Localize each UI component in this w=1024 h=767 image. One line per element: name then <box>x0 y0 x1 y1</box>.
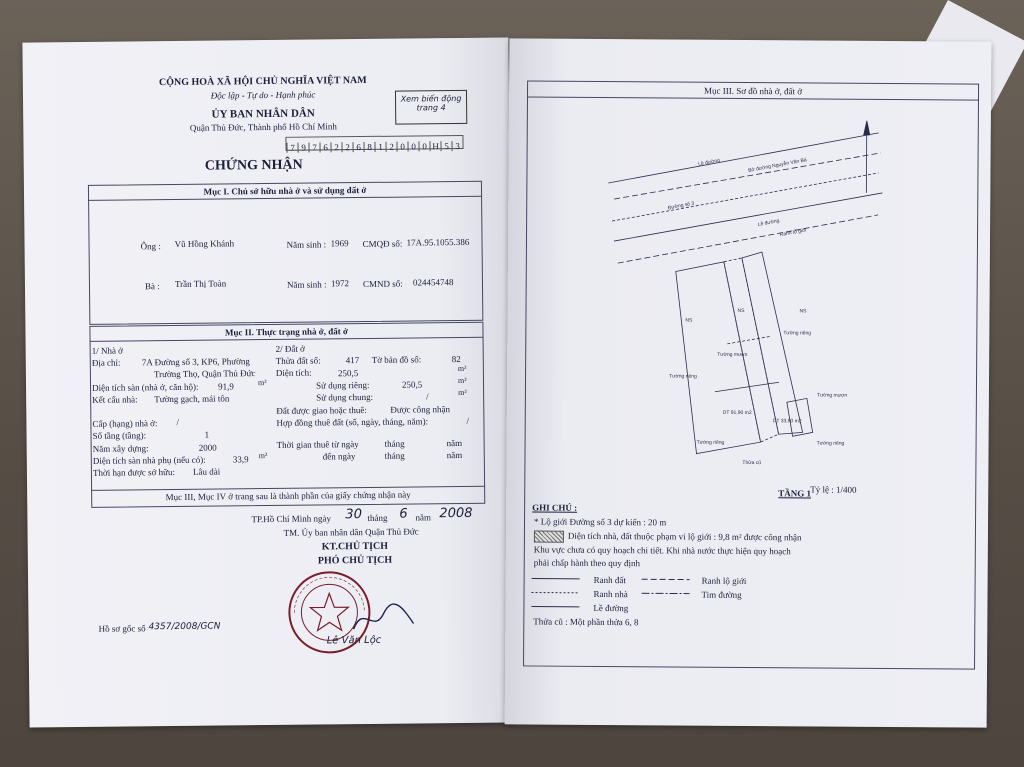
owner2-id-number: 024454748 <box>412 277 454 288</box>
address-line1: 7A Đường số 3, KP6, Phường <box>141 356 250 368</box>
motto: Độc lập - Tự do - Hạnh phúc <box>210 89 316 101</box>
lease-to-month-label: tháng <box>384 450 405 461</box>
serial-digit: 0 <box>396 142 407 152</box>
section-2-title: Mục II. Thực trạng nhà ở, đất ở <box>224 326 349 338</box>
file-number-value: 4357/2008/GCN <box>148 621 221 633</box>
role-chairman: KT.CHỦ TỊCH <box>321 540 389 553</box>
lease-term-label: Thời gian thuê từ ngày <box>276 439 359 450</box>
owner2-name: Trần Thị Toàn <box>174 278 227 289</box>
address-line2: Trường Thọ, Quận Thủ Đức <box>153 368 256 380</box>
legend-house-boundary: Ranh nhà <box>593 588 628 600</box>
section-1-title: Mục I. Chủ sở hữu nhà ở và sử dụng đất ở <box>203 184 367 197</box>
structure-value: Tường gạch, mái tôn <box>154 393 230 405</box>
house-heading: 1/ Nhà ở <box>91 345 123 356</box>
built-year-value: 2000 <box>198 442 217 453</box>
legend-road-boundary: Ranh lộ giới <box>701 575 747 586</box>
label-wall-borrow-2: Tường mượn <box>816 392 848 399</box>
label-curb2: Lề đường <box>757 218 781 229</box>
owner2-birth-year: 1972 <box>330 278 350 289</box>
plot-label: Thửa đất số: <box>275 355 321 366</box>
hatch-swatch <box>534 531 564 543</box>
label-neighbor-ns3: NS <box>799 308 807 315</box>
notes-title: GHI CHÚ : <box>532 502 578 513</box>
owner1-salutation: Ông : <box>140 241 161 252</box>
serial-digit: 8 <box>363 142 374 152</box>
common-unit: m² <box>458 387 467 398</box>
label-neighbor-ns2: NS <box>737 307 745 314</box>
label-road3: Đường số 3 <box>667 200 695 212</box>
serial-digit: 2 <box>385 142 396 152</box>
lease-to-label: đến ngày <box>322 451 356 462</box>
floors-label: Số tầng (tầng): <box>92 430 147 441</box>
amendment-line2: trang 4 <box>416 103 446 113</box>
legend-curb: Lề đường <box>593 602 629 614</box>
owner1-id-number: 17A.95.1055.386 <box>406 236 470 248</box>
sign-year: 2008 <box>439 505 473 522</box>
built-year-label: Năm xây dựng: <box>92 443 149 454</box>
scale-label: Tỷ lệ : 1/400 <box>810 484 857 495</box>
note-line-1: * Lộ giới Đường số 3 dự kiến : 20 m <box>533 516 667 528</box>
serial-digit: 0 <box>407 141 418 151</box>
serial-digit: 9 <box>297 143 308 153</box>
area-label: Diện tích: <box>275 367 312 378</box>
floor-area-label: Diện tích sàn (nhà ở, căn hộ): <box>91 381 199 393</box>
structure-label: Kết cấu nhà: <box>92 394 138 405</box>
serial-digit: 6 <box>352 142 363 152</box>
grade-label: Cấp (hạng) nhà ở: <box>92 418 158 429</box>
file-number-label: Hồ sơ gốc số <box>98 623 146 634</box>
serial-digit: 6 <box>319 142 330 152</box>
pages-note: Mục III, Mục IV ở trang sau là thành phần của giấy chứng nhận này <box>165 489 411 503</box>
north-arrow-head <box>864 121 870 135</box>
land-heading: 2/ Đất ở <box>275 343 305 354</box>
map-label: Tờ bản đồ số: <box>371 354 422 365</box>
note-line-3: Khu vực chưa có quy hoạch chi tiết. Khi nhà nước thực hiện quy hoạch <box>533 544 791 557</box>
serial-digit: 7 <box>286 143 297 153</box>
common-label: Sử dụng chung: <box>316 391 374 403</box>
owner2-birth-label: Năm sinh : <box>286 279 327 290</box>
address-label: Địa chỉ: <box>91 357 121 368</box>
floor-area-value: 91,9 <box>217 381 234 392</box>
term-label: Thời hạn được sở hữu: <box>92 466 176 478</box>
floor-label: TẦNG 1 <box>778 488 812 499</box>
area-unit: m² <box>457 363 467 374</box>
serial-number <box>285 135 463 151</box>
signature-scribble-icon <box>348 598 418 639</box>
sign-month-label: tháng <box>367 512 388 523</box>
section-1-box <box>88 181 483 325</box>
label-wall-own-2: Tường riêng <box>669 373 697 380</box>
common-value: / <box>426 391 429 402</box>
label-dt-aux: DT 33,90 m2 <box>772 418 802 425</box>
label-wall-own-4: Tường riêng <box>816 440 845 447</box>
label-street-top: Lề đường <box>697 157 721 168</box>
label-wall-borrow-1: Tường mượn <box>717 351 748 358</box>
serial-digit: 7 <box>308 142 319 152</box>
map-value: 82 <box>451 353 461 365</box>
owner1-name: Vũ Hồng Khánh <box>174 238 235 249</box>
certificate-right-page <box>505 38 992 727</box>
aux-area-unit: m² <box>258 451 268 461</box>
signer-name: Lê Văn Lộc <box>326 634 382 647</box>
certificate-left-page <box>22 37 515 727</box>
lease-value: / <box>466 415 469 426</box>
label-old-plot: Thửa cũ <box>742 459 762 467</box>
private-label: Sử dụng riêng: <box>315 379 370 391</box>
allocation-label: Đất được giao hoặc thuê: <box>276 404 367 416</box>
lease-month-label: tháng <box>384 438 405 449</box>
note-line-4: phải chấp hành theo quy định <box>533 557 641 569</box>
label-wall-own-3: Tường riêng <box>696 439 725 446</box>
area-value: 250,5 <box>337 368 359 379</box>
serial-digit: 0 <box>418 141 429 151</box>
site-plan-diagram <box>546 101 969 504</box>
legend-boundary: Ranh đất <box>593 574 626 586</box>
legend-road-center: Tim đường <box>701 589 742 600</box>
district-line: Quận Thủ Đức, Thành phố Hồ Chí Minh <box>189 121 337 133</box>
label-dt-main: DT 91,90 m2 <box>722 409 752 417</box>
lease-label: Hợp đồng thuê đất (số, ngày, tháng, năm): <box>276 416 429 428</box>
amendment-stamp <box>395 90 467 125</box>
serial-digit: 5 <box>440 141 451 151</box>
serial-digit: H <box>429 141 440 151</box>
sign-year-label: năm <box>415 512 431 523</box>
allocation-value: Được công nhận <box>390 404 450 415</box>
owner1-id-label: CMQĐ số: <box>362 238 403 250</box>
term-value: Lâu dài <box>192 466 221 477</box>
amendment-line1: Xem biến động <box>400 93 462 104</box>
label-road-edge: Ranh lộ giới <box>779 227 807 239</box>
on-behalf-line: TM. Ủy ban nhân dân Quận Thủ Đức <box>283 526 419 538</box>
aux-area-label: Diện tích sàn nhà phụ (nếu có): <box>92 454 206 466</box>
serial-digit: 2 <box>330 142 341 152</box>
lease-year-label: năm <box>446 437 463 449</box>
note-line-2: Diện tích nhà, đất thuộc phạm vi lộ giới : 9,8 m² được công nhận <box>567 530 802 543</box>
aux-area-value: 33,9 <box>232 454 249 465</box>
label-wall-own-1: Tường riêng <box>783 330 812 337</box>
owner2-salutation: Bà : <box>144 281 160 292</box>
authority-title: ỦY BAN NHÂN DÂN <box>211 107 315 121</box>
old-plot-note: Thửa cũ : Một phần thửa 6, 8 <box>533 616 639 628</box>
serial-digit: 2 <box>341 142 352 152</box>
owner1-birth-label: Năm sinh : <box>286 239 327 250</box>
role-vice-chairman: PHÓ CHỦ TỊCH <box>317 554 393 567</box>
certificate-title: CHỨNG NHẬN <box>204 157 303 174</box>
label-neighbor-ns1: NS <box>685 317 693 324</box>
owner1-birth-year: 1969 <box>330 238 349 249</box>
place-date-prefix: TP.Hồ Chí Minh ngày <box>251 513 331 525</box>
republic-title: CỘNG HOÀ XÃ HỘI CHỦ NGHĨA VIỆT NAM <box>158 74 367 89</box>
section-3-title: Mục III. Sơ đồ nhà ở, đất ở <box>703 85 803 97</box>
plot-value: 417 <box>345 355 360 366</box>
floor-area-unit: m² <box>257 378 267 388</box>
floors-value: 1 <box>204 429 210 440</box>
sign-day: 30 <box>345 507 363 523</box>
grade-value: / <box>176 416 179 427</box>
lease-to-year-label: năm <box>446 449 463 461</box>
serial-digit: 1 <box>374 142 385 152</box>
private-unit: m² <box>457 375 467 386</box>
sign-month: 6 <box>399 506 408 522</box>
label-street-name: Bờ đường Nguyễn Văn Bá <box>747 157 808 174</box>
serial-digit: 3 <box>451 141 462 151</box>
owner2-id-label: CMND số: <box>362 278 403 290</box>
private-value: 250,5 <box>401 379 423 390</box>
